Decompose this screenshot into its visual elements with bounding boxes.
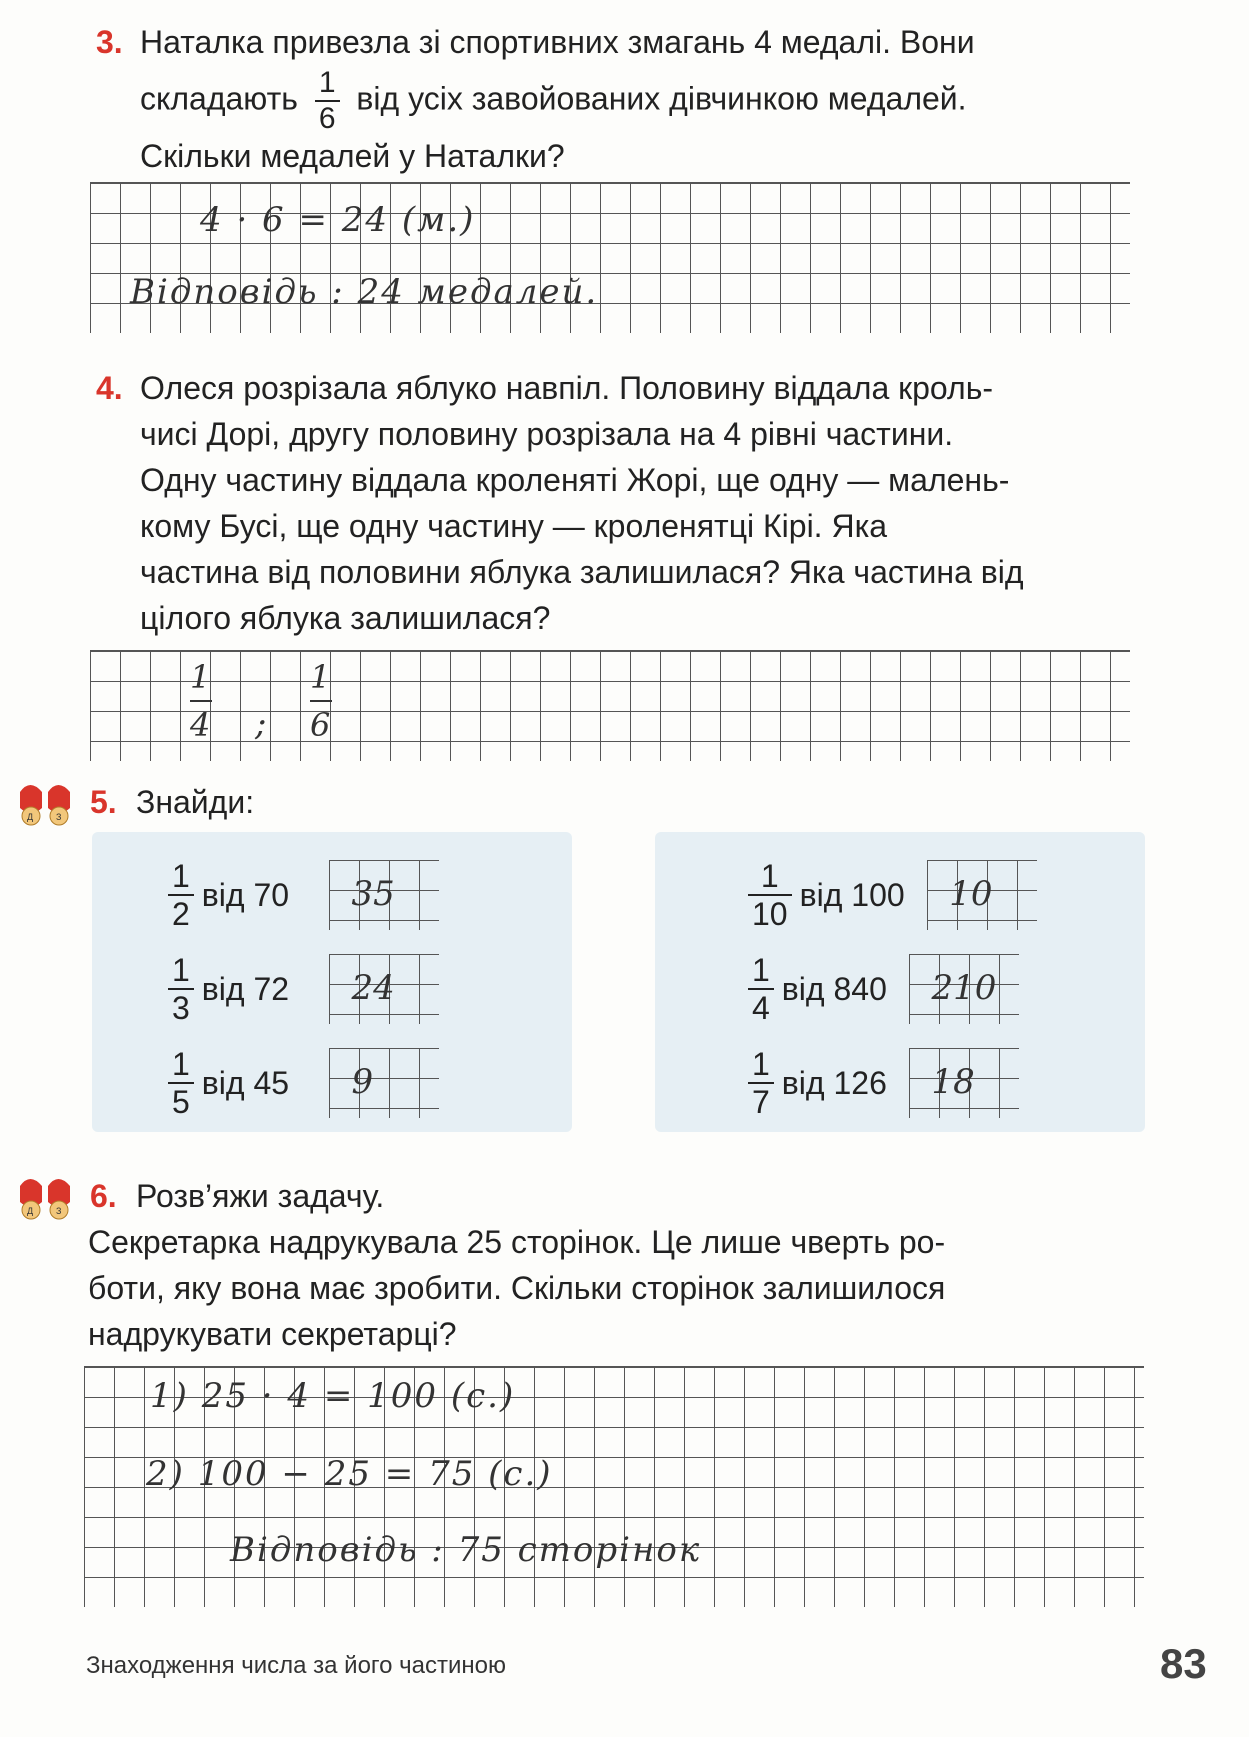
task-5-item-right-2 [740,952,1019,1026]
fraction [168,1046,194,1120]
mittens-icon [12,778,78,828]
task-4-line-1: Олеся розрізала яблуко навпіл. Половину віддала кроль- [140,370,994,406]
task-3-handwritten-answer: Відповідь : 24 медалей. [130,272,599,312]
task-3-line-3: Скільки медалей у Наталки? [140,138,565,174]
task-5-item-right-3 [740,1046,1019,1120]
fraction [748,952,774,1026]
task-3-handwritten-solution: 4 · 6 = 24 (м.) [200,200,476,240]
of-value: 45 [253,1064,290,1101]
denominator: 4 [752,990,770,1026]
svg-text:З: З [56,1206,62,1216]
answer-denominator: 6 [310,706,333,744]
answer-numerator: 1 [310,654,332,702]
task-4-line-2: чисі Дорі, другу половину розрізала на 4 рівні частини. [140,416,954,452]
numerator: 1 [168,858,194,896]
task-6-handwritten-step-1: 1) 25 · 4 = 100 (с.) [150,1376,516,1416]
denominator: 10 [752,896,788,932]
task-3-number: 3. [96,24,123,60]
task-5-title: Знайди: [136,784,255,820]
task-4-answer-separator: ; [255,704,269,744]
answer-denominator: 4 [190,706,213,744]
handwritten-answer: 24 [351,968,395,1008]
of-word: від [201,876,245,913]
task-4-number: 4. [96,370,123,406]
fraction [748,858,792,932]
task-6-title: Розв’яжи задачу. [136,1178,385,1214]
answer-box[interactable] [909,954,1019,1024]
of-value: 72 [253,970,290,1007]
answer-box[interactable] [909,1048,1019,1118]
handwritten-answer: 210 [931,968,997,1008]
task-4-answer-fraction-1 [190,654,212,748]
fraction-denominator: 6 [318,102,336,135]
task-3-line-2a: складають [140,80,298,117]
answer-box[interactable] [927,860,1037,930]
task-4-line-4: кому Бусі, ще одну частину — кроленятці Кірі. Яка [140,508,888,544]
fraction-numerator: 1 [315,66,340,102]
task-6-number: 6. [90,1178,117,1214]
task-6-line-2: боти, яку вона має зробити. Скільки сторінок залишилося [88,1270,946,1306]
denominator: 5 [172,1084,190,1120]
task-4-line-3: Одну частину віддала кроленяті Жорі, ще одну — малень- [140,462,1010,498]
numerator: 1 [748,952,774,990]
fraction [168,952,194,1026]
denominator: 2 [172,896,190,932]
of-value: 840 [833,970,887,1007]
of-word: від [781,1064,825,1101]
of-value: 126 [833,1064,887,1101]
task-3-line-2b: від усіх завойованих дівчинкою медалей. [356,80,967,117]
denominator: 3 [172,990,190,1026]
task-4-answer-grid[interactable] [90,650,1130,761]
task-4-line-6: цілого яблука залишилася? [140,600,551,636]
task-5-item-left-2 [160,952,439,1026]
mittens-icon [12,1172,78,1222]
task-3-fraction [315,66,340,136]
task-4-answer-fraction-2 [310,654,332,748]
task-5-item-right-1 [740,858,1037,932]
of-word: від [201,1064,245,1101]
page-number: 83 [1160,1640,1207,1687]
fraction [168,858,194,932]
svg-text:Д: Д [27,1206,34,1216]
handwritten-answer: 35 [351,874,395,914]
numerator: 1 [168,1046,194,1084]
answer-box[interactable] [329,1048,439,1118]
numerator: 1 [748,858,792,896]
task-3-line-1: Наталка привезла зі спортивних змагань 4 медалі. Вони [140,24,975,60]
of-word: від [799,876,843,913]
handwritten-answer: 10 [949,874,993,914]
task-6-handwritten-answer: Відповідь : 75 сторінок [230,1530,702,1570]
task-6-line-1: Секретарка надрукувала 25 сторінок. Це лише чверть ро- [88,1224,946,1260]
answer-numerator: 1 [190,654,212,702]
handwritten-answer: 9 [351,1062,374,1102]
of-word: від [781,970,825,1007]
task-6-line-3: надрукувати секретарці? [88,1316,457,1352]
svg-text:Д: Д [27,812,34,822]
answer-box[interactable] [329,860,439,930]
fraction [748,1046,774,1120]
task-3-line-2 [140,66,967,136]
task-5-item-left-3 [160,1046,439,1120]
of-word: від [201,970,245,1007]
task-4-line-5: частина від половини яблука залишилася? Яка частина від [140,554,1024,590]
numerator: 1 [168,952,194,990]
svg-text:З: З [56,812,62,822]
of-value: 70 [253,876,290,913]
task-5-item-left-1 [160,858,439,932]
task-6-handwritten-step-2: 2) 100 − 25 = 75 (с.) [146,1454,553,1494]
denominator: 7 [752,1084,770,1120]
of-value: 100 [851,876,905,913]
numerator: 1 [748,1046,774,1084]
handwritten-answer: 18 [931,1062,975,1102]
footer-topic: Знаходження числа за його частиною [86,1652,507,1679]
task-5-number: 5. [90,784,117,820]
answer-box[interactable] [329,954,439,1024]
